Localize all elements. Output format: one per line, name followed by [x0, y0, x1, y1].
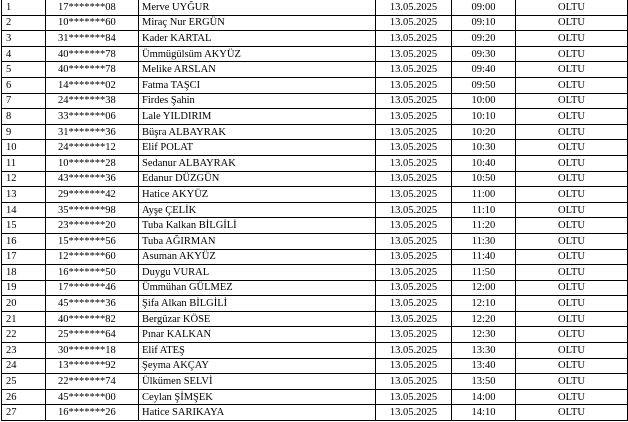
id-number-cell: 23*******20 [46, 218, 139, 234]
id-number-cell: 16*******26 [46, 405, 139, 421]
location-cell: OLTU [516, 296, 628, 312]
full-name-cell: Firdes Şahin [139, 93, 376, 109]
time-cell: 11:50 [452, 265, 516, 281]
row-number-cell: 12 [2, 171, 46, 187]
table-row [2, 187, 628, 203]
id-number-cell: 14*******02 [46, 77, 139, 93]
time-cell: 09:40 [452, 62, 516, 78]
date-cell: 13.05.2025 [376, 389, 452, 405]
location-cell: OLTU [516, 358, 628, 374]
time-cell: 09:10 [452, 15, 516, 31]
table-row [2, 280, 628, 296]
date-cell: 13.05.2025 [376, 62, 452, 78]
location-cell: OLTU [516, 343, 628, 359]
date-cell: 13.05.2025 [376, 358, 452, 374]
id-number-cell: 40*******78 [46, 62, 139, 78]
table-row [2, 405, 628, 421]
time-cell: 12:30 [452, 327, 516, 343]
row-number-cell: 16 [2, 233, 46, 249]
row-number-cell: 19 [2, 280, 46, 296]
time-cell: 12:00 [452, 280, 516, 296]
row-number-cell: 9 [2, 124, 46, 140]
location-cell: OLTU [516, 62, 628, 78]
row-number-cell: 15 [2, 218, 46, 234]
table-row [2, 265, 628, 281]
date-cell: 13.05.2025 [376, 280, 452, 296]
row-number-cell: 22 [2, 327, 46, 343]
date-cell: 13.05.2025 [376, 218, 452, 234]
location-cell: OLTU [516, 109, 628, 125]
table-row [2, 15, 628, 31]
date-cell: 13.05.2025 [376, 374, 452, 390]
location-cell: OLTU [516, 77, 628, 93]
id-number-cell: 22*******74 [46, 374, 139, 390]
table-row [2, 374, 628, 390]
table-row [2, 389, 628, 405]
full-name-cell: Hatice SARIKAYA [139, 405, 376, 421]
location-cell: OLTU [516, 233, 628, 249]
row-number-cell: 26 [2, 389, 46, 405]
id-number-cell: 17*******08 [46, 0, 139, 15]
full-name-cell: Asuman AKYÜZ [139, 249, 376, 265]
date-cell: 13.05.2025 [376, 15, 452, 31]
id-number-cell: 29*******42 [46, 187, 139, 203]
row-number-cell: 23 [2, 343, 46, 359]
time-cell: 09:00 [452, 0, 516, 15]
row-number-cell: 24 [2, 358, 46, 374]
full-name-cell: Şeyma AKÇAY [139, 358, 376, 374]
full-name-cell: Miraç Nur ERGÜN [139, 15, 376, 31]
full-name-cell: Hatice AKYÜZ [139, 187, 376, 203]
row-number-cell: 1 [2, 0, 46, 15]
table-row [2, 311, 628, 327]
id-number-cell: 25*******64 [46, 327, 139, 343]
location-cell: OLTU [516, 265, 628, 281]
table-row [2, 296, 628, 312]
row-number-cell: 2 [2, 15, 46, 31]
id-number-cell: 10*******60 [46, 15, 139, 31]
table-row [2, 0, 628, 15]
id-number-cell: 31*******36 [46, 124, 139, 140]
time-cell: 09:20 [452, 31, 516, 47]
time-cell: 12:20 [452, 311, 516, 327]
date-cell: 13.05.2025 [376, 343, 452, 359]
date-cell: 13.05.2025 [376, 249, 452, 265]
row-number-cell: 18 [2, 265, 46, 281]
full-name-cell: Duygu VURAL [139, 265, 376, 281]
id-number-cell: 15*******56 [46, 233, 139, 249]
location-cell: OLTU [516, 202, 628, 218]
table-row [2, 327, 628, 343]
id-number-cell: 43*******36 [46, 171, 139, 187]
date-cell: 13.05.2025 [376, 124, 452, 140]
id-number-cell: 17*******46 [46, 280, 139, 296]
id-number-cell: 31*******84 [46, 31, 139, 47]
row-number-cell: 21 [2, 311, 46, 327]
time-cell: 10:30 [452, 140, 516, 156]
row-number-cell: 8 [2, 109, 46, 125]
id-number-cell: 45*******00 [46, 389, 139, 405]
full-name-cell: Fatma TAŞCI [139, 77, 376, 93]
date-cell: 13.05.2025 [376, 31, 452, 47]
full-name-cell: Ülkümen SELVİ [139, 374, 376, 390]
full-name-cell: Tuba AĞIRMAN [139, 233, 376, 249]
table-row [2, 218, 628, 234]
full-name-cell: Kader KARTAL [139, 31, 376, 47]
date-cell: 13.05.2025 [376, 93, 452, 109]
table-row [2, 358, 628, 374]
location-cell: OLTU [516, 31, 628, 47]
date-cell: 13.05.2025 [376, 265, 452, 281]
location-cell: OLTU [516, 280, 628, 296]
full-name-cell: Ceylan ŞİMŞEK [139, 389, 376, 405]
full-name-cell: Merve UYĞUR [139, 0, 376, 15]
time-cell: 10:10 [452, 109, 516, 125]
full-name-cell: Elif POLAT [139, 140, 376, 156]
date-cell: 13.05.2025 [376, 327, 452, 343]
time-cell: 11:20 [452, 218, 516, 234]
row-number-cell: 17 [2, 249, 46, 265]
date-cell: 13.05.2025 [376, 46, 452, 62]
time-cell: 09:30 [452, 46, 516, 62]
location-cell: OLTU [516, 374, 628, 390]
location-cell: OLTU [516, 171, 628, 187]
table-row [2, 109, 628, 125]
appointment-table [1, 0, 628, 421]
table-row [2, 343, 628, 359]
table-row [2, 155, 628, 171]
table-row [2, 77, 628, 93]
location-cell: OLTU [516, 124, 628, 140]
time-cell: 10:40 [452, 155, 516, 171]
location-cell: OLTU [516, 93, 628, 109]
id-number-cell: 40*******82 [46, 311, 139, 327]
full-name-cell: Sedanur ALBAYRAK [139, 155, 376, 171]
location-cell: OLTU [516, 389, 628, 405]
location-cell: OLTU [516, 15, 628, 31]
date-cell: 13.05.2025 [376, 171, 452, 187]
table-row [2, 62, 628, 78]
row-number-cell: 11 [2, 155, 46, 171]
id-number-cell: 24*******38 [46, 93, 139, 109]
id-number-cell: 30*******18 [46, 343, 139, 359]
table-row [2, 249, 628, 265]
full-name-cell: Şifa Alkan BİLGİLİ [139, 296, 376, 312]
time-cell: 10:00 [452, 93, 516, 109]
location-cell: OLTU [516, 187, 628, 203]
full-name-cell: Edanur DÜZGÜN [139, 171, 376, 187]
table-row [2, 202, 628, 218]
date-cell: 13.05.2025 [376, 155, 452, 171]
location-cell: OLTU [516, 140, 628, 156]
full-name-cell: Melike ARSLAN [139, 62, 376, 78]
location-cell: OLTU [516, 155, 628, 171]
date-cell: 13.05.2025 [376, 109, 452, 125]
full-name-cell: Ayşe ÇELİK [139, 202, 376, 218]
time-cell: 12:10 [452, 296, 516, 312]
full-name-cell: Lale YILDIRIM [139, 109, 376, 125]
table-row [2, 31, 628, 47]
row-number-cell: 4 [2, 46, 46, 62]
id-number-cell: 16*******50 [46, 265, 139, 281]
time-cell: 11:10 [452, 202, 516, 218]
time-cell: 09:50 [452, 77, 516, 93]
appointment-table-body [2, 0, 628, 421]
row-number-cell: 14 [2, 202, 46, 218]
location-cell: OLTU [516, 311, 628, 327]
location-cell: OLTU [516, 218, 628, 234]
full-name-cell: Ümmügülsüm AKYÜZ [139, 46, 376, 62]
location-cell: OLTU [516, 0, 628, 15]
location-cell: OLTU [516, 327, 628, 343]
full-name-cell: Elif ATEŞ [139, 343, 376, 359]
id-number-cell: 35*******98 [46, 202, 139, 218]
table-row [2, 171, 628, 187]
id-number-cell: 12*******60 [46, 249, 139, 265]
time-cell: 14:00 [452, 389, 516, 405]
location-cell: OLTU [516, 249, 628, 265]
row-number-cell: 13 [2, 187, 46, 203]
id-number-cell: 13*******92 [46, 358, 139, 374]
date-cell: 13.05.2025 [376, 233, 452, 249]
date-cell: 13.05.2025 [376, 202, 452, 218]
id-number-cell: 45*******36 [46, 296, 139, 312]
time-cell: 10:20 [452, 124, 516, 140]
full-name-cell: Bergüzar KÖSE [139, 311, 376, 327]
date-cell: 13.05.2025 [376, 311, 452, 327]
row-number-cell: 5 [2, 62, 46, 78]
time-cell: 13:40 [452, 358, 516, 374]
time-cell: 11:30 [452, 233, 516, 249]
location-cell: OLTU [516, 46, 628, 62]
row-number-cell: 10 [2, 140, 46, 156]
table-row [2, 140, 628, 156]
table-row [2, 233, 628, 249]
row-number-cell: 20 [2, 296, 46, 312]
time-cell: 10:50 [452, 171, 516, 187]
date-cell: 13.05.2025 [376, 140, 452, 156]
full-name-cell: Büşra ALBAYRAK [139, 124, 376, 140]
time-cell: 11:40 [452, 249, 516, 265]
row-number-cell: 7 [2, 93, 46, 109]
date-cell: 13.05.2025 [376, 77, 452, 93]
row-number-cell: 6 [2, 77, 46, 93]
table-row [2, 46, 628, 62]
row-number-cell: 3 [2, 31, 46, 47]
id-number-cell: 24*******12 [46, 140, 139, 156]
date-cell: 13.05.2025 [376, 0, 452, 15]
full-name-cell: Pınar KALKAN [139, 327, 376, 343]
time-cell: 13:30 [452, 343, 516, 359]
date-cell: 13.05.2025 [376, 187, 452, 203]
location-cell: OLTU [516, 405, 628, 421]
table-row [2, 93, 628, 109]
row-number-cell: 27 [2, 405, 46, 421]
time-cell: 13:50 [452, 374, 516, 390]
full-name-cell: Tuba Kalkan BİLGİLİ [139, 218, 376, 234]
full-name-cell: Ümmühan GÜLMEZ [139, 280, 376, 296]
date-cell: 13.05.2025 [376, 296, 452, 312]
id-number-cell: 33*******06 [46, 109, 139, 125]
table-row [2, 124, 628, 140]
time-cell: 14:10 [452, 405, 516, 421]
time-cell: 11:00 [452, 187, 516, 203]
row-number-cell: 25 [2, 374, 46, 390]
id-number-cell: 40*******78 [46, 46, 139, 62]
date-cell: 13.05.2025 [376, 405, 452, 421]
id-number-cell: 10*******28 [46, 155, 139, 171]
